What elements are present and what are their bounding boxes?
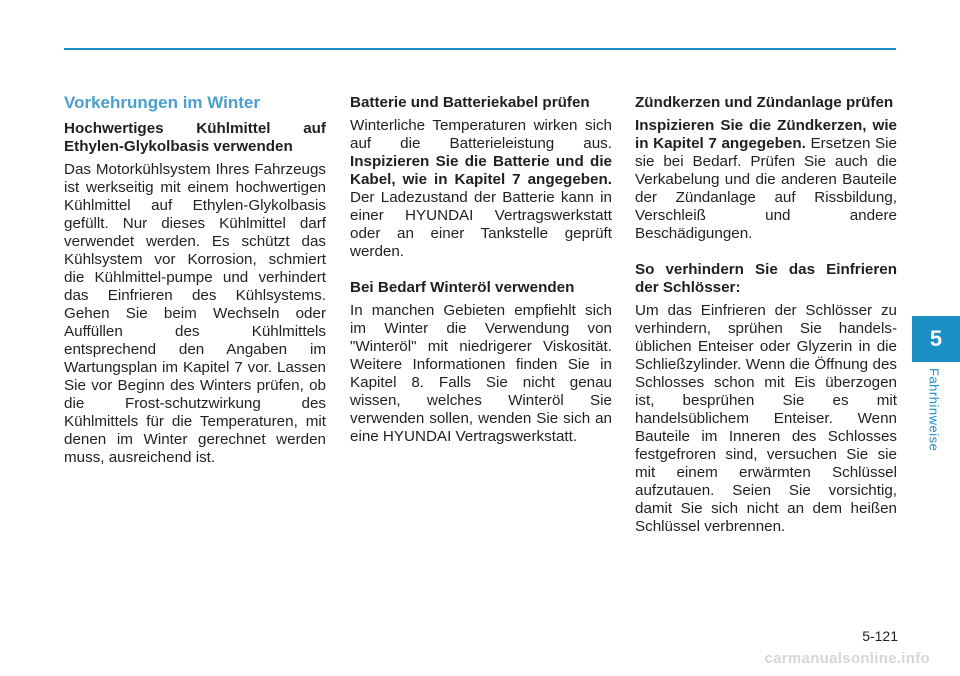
- lock-heading: So verhindern Sie das Einfrieren der Schlösser:: [635, 261, 897, 296]
- spark-heading: Zündkerzen und Zündanlage prüfen: [635, 94, 894, 111]
- top-divider: [64, 48, 896, 50]
- section-title: Vorkehrungen im Winter: [64, 93, 260, 112]
- battery-rest: Der Ladezustand der Batterie kann in einer HYUNDAI Vertragswerkstatt oder an einer Tankstelle geprüft werden.: [350, 189, 612, 260]
- oil-body: In manchen Gebieten empfiehlt sich im Winter die Verwendung von "Winteröl" mit niedrigerer Viskosität. Weitere Informationen finden Sie in Kapitel 8. Falls Sie nicht genau wissen, welches Winteröl Sie verwenden sollen, wenden Sie sich an eine HYUNDAI Vertragswerkstatt.: [350, 302, 612, 445]
- oil-heading: Bei Bedarf Winteröl verwenden: [350, 279, 575, 296]
- battery-body: [350, 117, 612, 261]
- coolant-body: Das Motorkühlsystem Ihres Fahrzeugs ist werkseitig mit einem hochwertigen Kühlmittel auf Ethylen-Glykolbasis gefüllt. Nur dieses Kühlmittel darf verwendet werden. Es schützt das Kühlsystem vor Korrosion, schmiert die Kühlmittel-pumpe und verhindert das Einfrieren des Kühlsystems. Gehen Sie beim Wechseln oder Auffüllen des Kühlmittels entsprechend den Angaben im Wartungsplan im Kapitel 7 vor. Lassen Sie vor Beginn des Winters prüfen, ob die Frost-schutzwirkung des Kühlmittels für die Temperaturen, mit denen im Winter gerechnet werden muss, ausreichend ist.: [64, 161, 326, 466]
- chapter-label: Fahrhinweise: [926, 368, 942, 452]
- chapter-number-tab: 5: [912, 316, 960, 362]
- page-number: 5-121: [862, 628, 898, 644]
- coolant-heading: Hochwertiges Kühlmittel auf Ethylen-Glykolbasis verwenden: [64, 120, 326, 155]
- column-left: [64, 94, 326, 467]
- spark-emphasis: Inspizieren Sie die Zündkerzen, wie in Kapitel 7 angegeben.: [635, 117, 897, 152]
- column-middle: [350, 94, 612, 446]
- column-right: [635, 94, 897, 536]
- battery-intro: Winterliche Temperaturen wirken sich auf die Batterieleistung aus.: [350, 117, 612, 152]
- spark-rest: Ersetzen Sie sie bei Bedarf. Prüfen Sie auch die Verkabelung und die anderen Bauteile der Zündanlage auf Rissbildung, Verschleiß und andere Beschädigungen.: [635, 135, 897, 242]
- battery-emphasis: Inspizieren Sie die Batterie und die Kabel, wie in Kapitel 7 angegeben.: [350, 153, 612, 188]
- lock-body: Um das Einfrieren der Schlösser zu verhindern, sprühen Sie handels-üblichen Enteiser oder Glyzerin in die Schließzylinder. Wenn die Öffnung des Schlosses schon mit Eis überzogen ist, besprühen Sie es mit handelsüblichem Enteiser. Wenn Bauteile im Inneren des Schlosses festgefroren sind, versuchen Sie sie mit einem erwärmten Schlüssel aufzutauen. Seien Sie vorsichtig, damit Sie sich nicht an dem heißen Schlüssel verbrennen.: [635, 302, 897, 535]
- watermark: carmanualsonline.info: [764, 650, 930, 667]
- spark-body: [635, 117, 897, 243]
- battery-heading: Batterie und Batteriekabel prüfen: [350, 94, 590, 111]
